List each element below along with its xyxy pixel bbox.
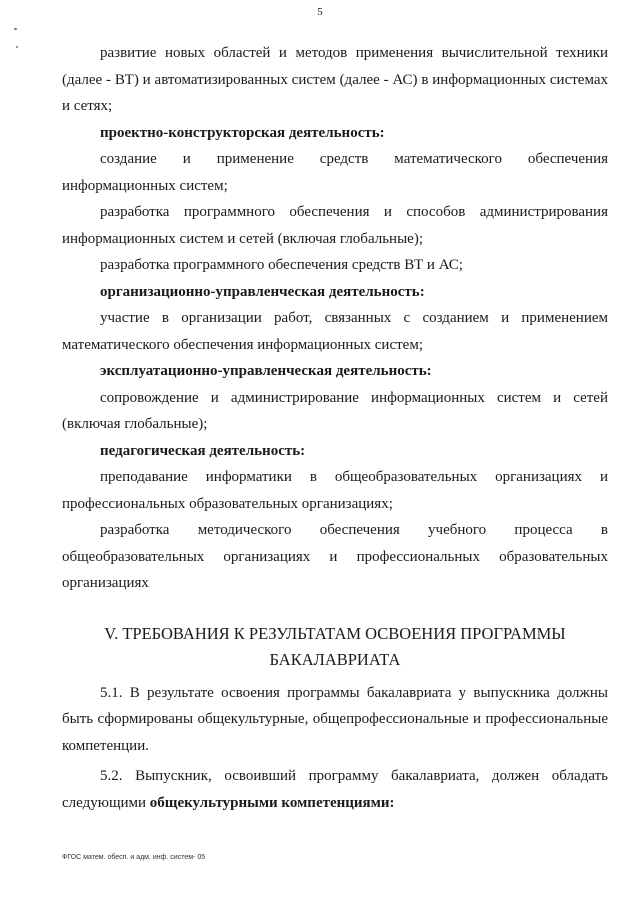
competency-term: общекультурными компетенциями:: [149, 794, 395, 811]
paragraph-5-2-text: 5.2. Выпускник, освоивший программу бакалавриата, должен обладать следующими: [62, 768, 608, 811]
section-title-line: БАКАЛАВРИАТА: [269, 650, 401, 669]
paragraph: разработка программного обеспечения и способов администрирования информационных систем и сетей (включая глобальные);: [62, 204, 608, 247]
paragraph-5-2: [62, 763, 608, 816]
paragraph-5-1: 5.1. В результате освоения программы бакалавриата у выпускника должны быть сформированы общекультурные, общепрофессиональные и профессиональные компетенции.: [62, 684, 608, 754]
paragraph: сопровождение и администрирование информационных систем и сетей (включая глобальные);: [62, 389, 608, 432]
scan-speck: [16, 46, 18, 48]
paragraph: создание и применение средств математического обеспечения информационных систем;: [62, 151, 608, 194]
paragraph: преподавание информатики в общеобразовательных организациях и профессиональных образовательных организациях;: [62, 469, 608, 512]
paragraph: развитие новых областей и методов применения вычислительной техники (далее - ВТ) и автоматизированных систем (далее - АС) в информационных системах и сетях;: [62, 45, 608, 114]
section-title-line: V. ТРЕБОВАНИЯ К РЕЗУЛЬТАТАМ ОСВОЕНИЯ ПРОГРАММЫ: [104, 623, 566, 643]
page-number: 5: [317, 6, 323, 18]
paragraph: разработка программного обеспечения средств ВТ и АС;: [100, 257, 463, 273]
scan-speck: [14, 28, 17, 30]
footer-note: ФГОС матем. обесп. и адм. инф. систем- 05: [62, 854, 206, 861]
activity-heading: организационно-управленческая деятельность:: [100, 283, 425, 300]
activity-heading: педагогическая деятельность:: [100, 442, 306, 459]
section-title: [62, 621, 608, 674]
activity-heading: проектно-конструкторская деятельность:: [100, 124, 385, 141]
paragraph: разработка методического обеспечения учебного процесса в общеобразовательных организациях и профессиональных образовательных организациях: [62, 522, 608, 591]
document-body: [62, 40, 608, 816]
activity-heading: эксплуатационно-управленческая деятельность:: [100, 363, 432, 379]
paragraph: участие в организации работ, связанных с созданием и применением математического обеспечения информационных систем;: [62, 310, 608, 353]
